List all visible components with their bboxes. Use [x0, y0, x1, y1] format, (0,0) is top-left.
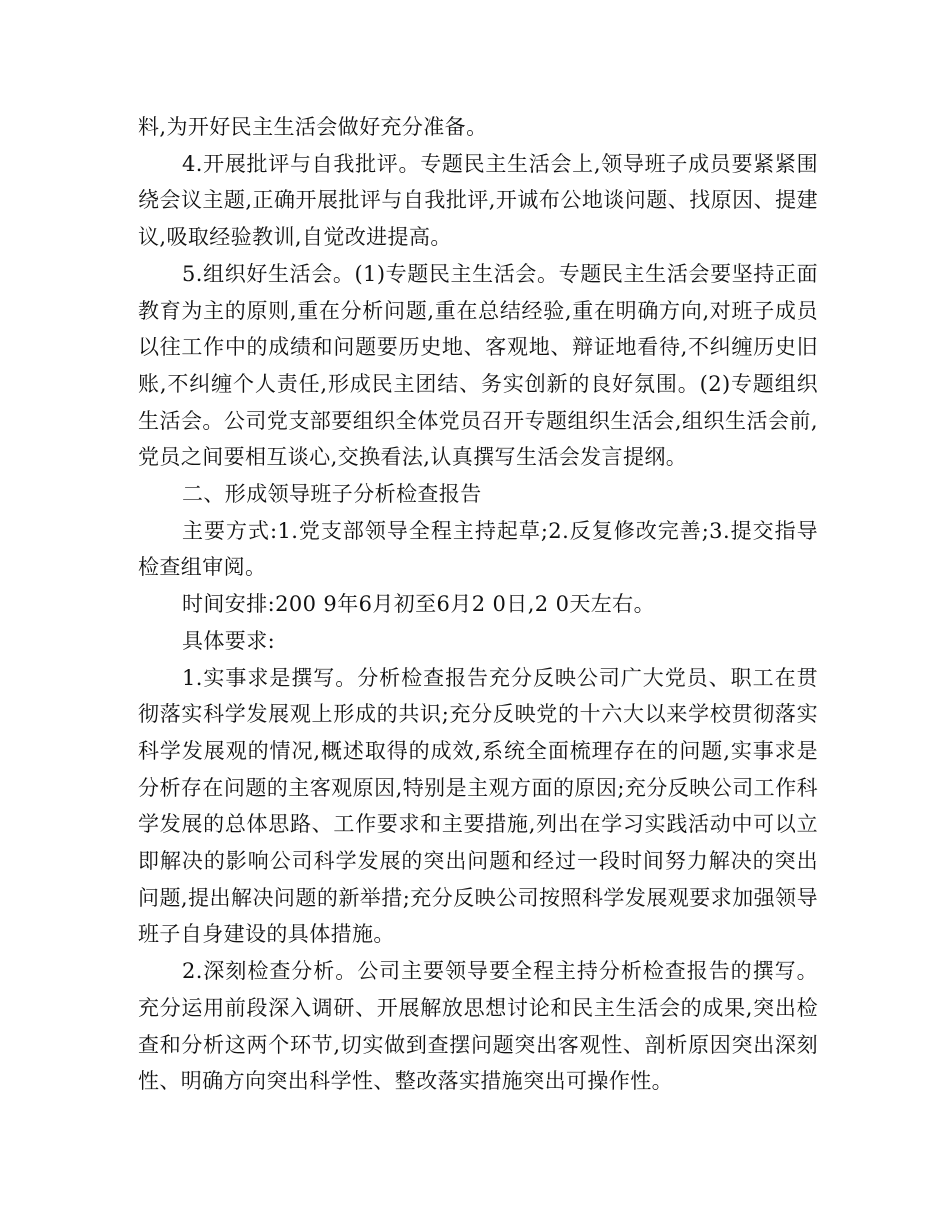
document-body: [138, 109, 818, 1100]
paragraph-requirement-2: 2.深刻检查分析。公司主要领导要全程主持分析检查报告的撰写。充分运用前段深入调研、开展解放思想讨论和民主生活会的成果,突出检查和分析这两个环节,切实做到查摆问题突出客观性、剖析原因突出深刻性、明确方向突出科学性、整改落实措施突出可操作性。: [138, 959, 818, 1094]
paragraph-continuation: 料,为开好民主生活会做好充分准备。: [138, 115, 488, 139]
section-heading-report: 二、形成领导班子分析检查报告: [182, 482, 482, 507]
paragraph-schedule: 时间安排:200 9年6月初至6月2 0日,2 0天左右。: [182, 592, 655, 617]
paragraph-criticism: 4.开展批评与自我批评。专题民主生活会上,领导班子成员要紧紧围绕会议主题,正确开展批评与自我批评,开诚布公地谈问题、找原因、提建议,吸取经验教训,自觉改进提高。: [138, 151, 818, 250]
paragraph-requirements-label: 具体要求:: [182, 628, 276, 653]
paragraph-requirement-1: 1.实事求是撰写。分析检查报告充分反映公司广大党员、职工在贯彻落实科学发展观上形成的共识;充分反映党的十六大以来学校贯彻落实科学发展观的情况,概述取得的成效,系统全面梳理存在的问题,实事求是分析存在问题的主客观原因,特别是主观方面的原因;充分反映公司工作科学发展的总体思路、工作要求和主要措施,列出在学习实践活动中可以立即解决的影响公司科学发展的突出问题和经过一段时间努力解决的突出问题,提出解决问题的新举措;充分反映公司按照科学发展观要求加强领导班子自身建设的具体措施。: [138, 665, 818, 947]
paragraph-main-methods: 主要方式:1.党支部领导全程主持起草;2.反复修改完善;3.提交指导检查组审阅。: [138, 518, 818, 580]
paragraph-organize-meetings: 5.组织好生活会。(1)专题民主生活会。专题民主生活会要坚持正面教育为主的原则,重在分析问题,重在总结经验,重在明确方向,对班子成员以往工作中的成绩和问题要历史地、客观地、辩证地看待,不纠缠历史旧账,不纠缠个人责任,形成民主团结、务实创新的良好氛围。(2)专题组织生活会。公司党支部要组织全体党员召开专题组织生活会,组织生活会前,党员之间要相互谈心,交换看法,认真撰写生活会发言提纲。: [138, 261, 818, 470]
